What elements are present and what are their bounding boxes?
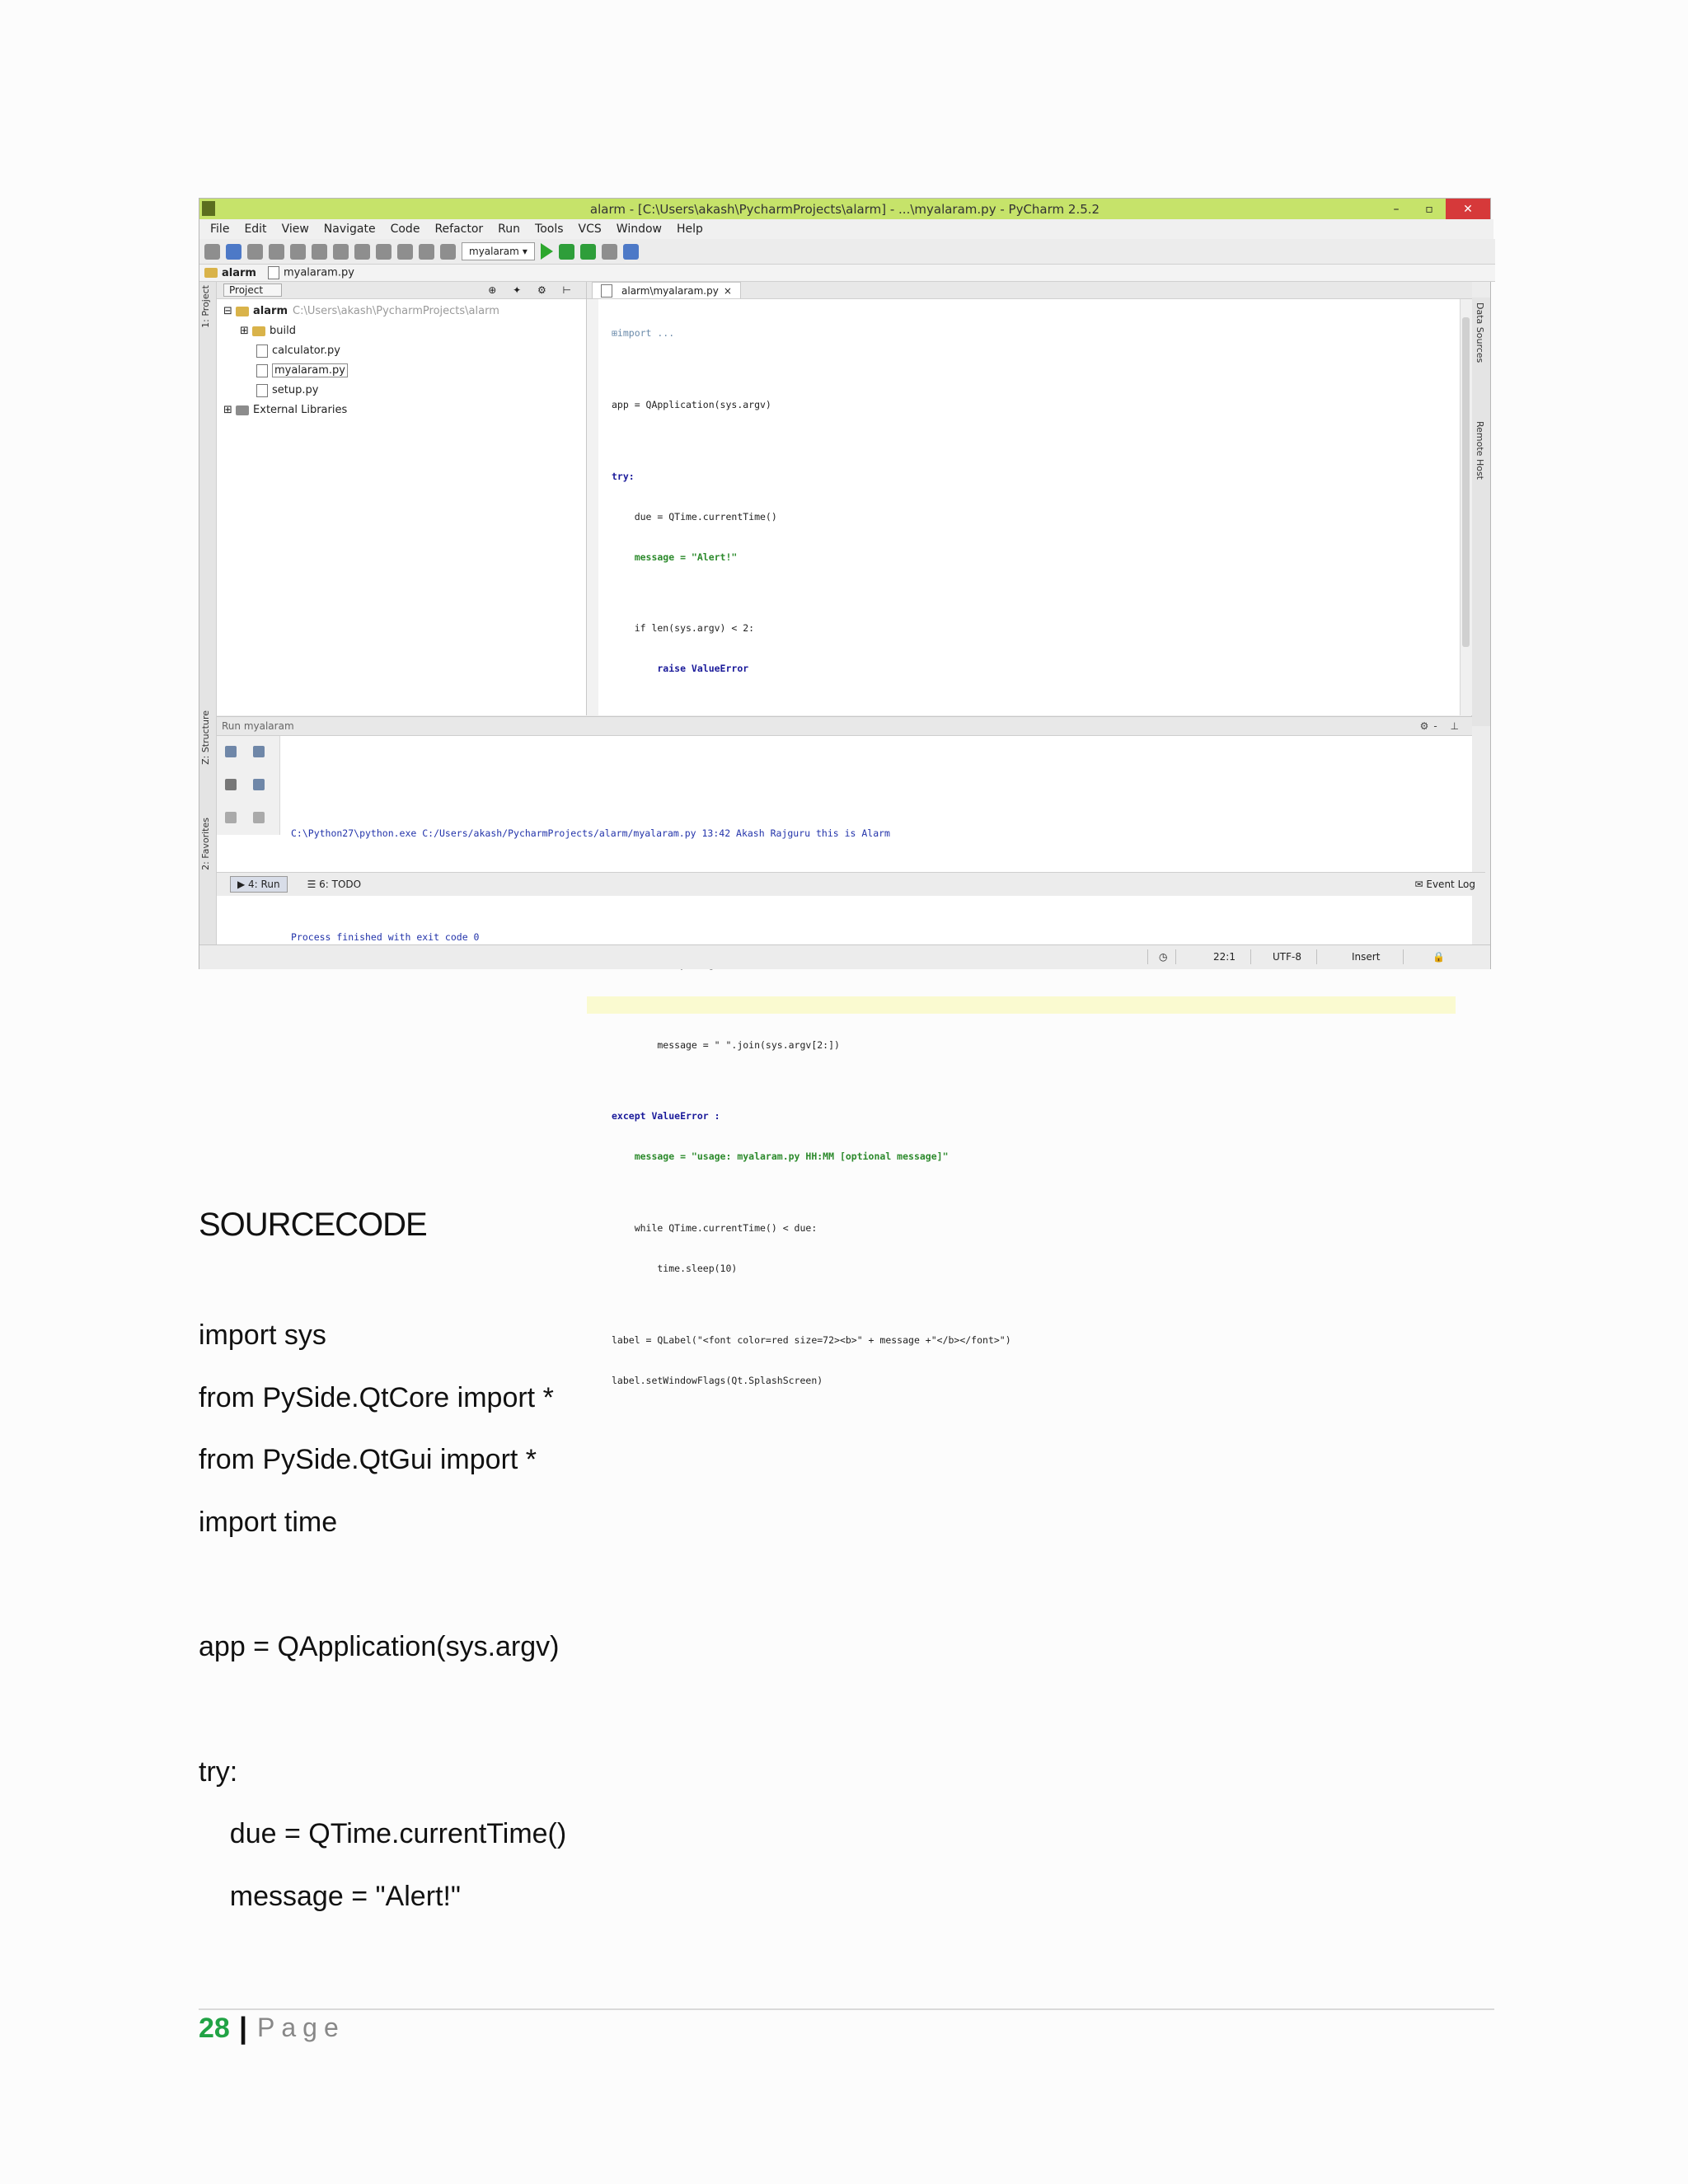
status-bar (199, 944, 1490, 969)
menu-bar (199, 219, 1493, 239)
close-button[interactable]: ✕ (1446, 199, 1490, 219)
chevron-down-icon: ▾ (522, 246, 528, 257)
window-controls (1380, 199, 1490, 219)
page-separator: | (239, 2011, 248, 2045)
code-line: label.setWindowFlags(Qt.SplashScreen) (612, 1374, 823, 1386)
python-file-icon (256, 344, 268, 358)
run-icon[interactable] (541, 243, 553, 260)
python-file-icon (256, 384, 268, 397)
menu-refactor[interactable]: Refactor (434, 223, 484, 236)
code-line: due = QTime.currentTime() (612, 510, 777, 523)
code-line: raise ValueError (612, 663, 749, 675)
code-line: while QTime.currentTime() < due: (612, 1222, 818, 1235)
code-line: app = QApplication(sys.argv) (612, 398, 771, 410)
library-icon (236, 405, 249, 415)
page-number: 28 (199, 2013, 230, 2044)
pycharm-logo-icon (202, 201, 215, 216)
maximize-button[interactable]: ▫ (1425, 202, 1433, 216)
status-encoding[interactable]: UTF-8 (1273, 951, 1301, 963)
menu-file[interactable]: File (210, 223, 230, 236)
main-toolbar (199, 239, 1495, 265)
stop-icon[interactable] (225, 779, 237, 790)
menu-view[interactable]: View (281, 223, 309, 236)
section-heading: SOURCECODE (199, 1207, 427, 1243)
project-panel-controls[interactable]: ⊕ ✦ ⚙ ⊢ (488, 284, 578, 296)
tree-item-external-libraries[interactable]: ⊞ External Libraries (223, 404, 348, 416)
collapse-icon[interactable] (253, 812, 265, 823)
status-clock-icon: ◷ (1159, 951, 1168, 963)
folder-icon (204, 268, 218, 278)
bottom-tool-tabs (217, 872, 1485, 896)
close-tab-icon[interactable]: × (723, 284, 732, 297)
editor-gutter (587, 299, 598, 715)
source-line: import sys (199, 1319, 326, 1351)
tree-item-myalaram[interactable]: myalaram.py (217, 361, 586, 381)
source-line: app = QApplication(sys.argv) (199, 1631, 560, 1662)
breadcrumb-file[interactable]: myalaram.py (268, 266, 354, 279)
scroll-down-icon[interactable] (253, 779, 265, 790)
menu-navigate[interactable]: Navigate (323, 223, 376, 236)
status-caret-position[interactable]: 22:1 (1213, 951, 1236, 963)
code-line: message = "usage: myalaram.py HH:MM [optional message]" (612, 1151, 949, 1163)
source-line: import time (199, 1507, 338, 1538)
tab-event-log[interactable]: ✉ Event Log (1414, 879, 1475, 890)
cut-icon[interactable] (312, 244, 327, 260)
paste-icon[interactable] (354, 244, 370, 260)
code-line: message = "Alert!" (612, 551, 738, 563)
editor-tab-myalaram[interactable]: alarm\myalaram.py × (592, 282, 741, 298)
source-line: from PySide.QtGui import * (199, 1444, 537, 1475)
console-exit-message: Process finished with exit code 0 (291, 931, 480, 943)
source-line: try: (199, 1756, 238, 1788)
breadcrumb (199, 265, 1495, 282)
run-panel (217, 716, 1475, 950)
menu-run[interactable]: Run (498, 223, 521, 236)
editor-tabs (587, 282, 1472, 299)
run-config-label: myalaram (469, 246, 519, 257)
run-panel-header (217, 717, 1472, 736)
save-icon[interactable] (226, 244, 241, 260)
expand-icon[interactable] (225, 812, 237, 823)
source-line: from PySide.QtCore import * (199, 1382, 554, 1413)
project-view-select[interactable]: Project (223, 284, 282, 297)
tool-tab-structure[interactable]: Z: Structure (200, 710, 211, 765)
scroll-up-icon[interactable] (253, 746, 265, 757)
console-command: C:\Python27\python.exe C:/Users/akash/PycharmProjects/alarm/myalaram.py 13:42 Akash Rajguru this is Alarm (291, 827, 890, 839)
tool-tab-data-sources[interactable]: Data Sources (1475, 302, 1485, 363)
debug-icon[interactable] (559, 244, 574, 260)
tree-item-calculator[interactable]: calculator.py (217, 341, 586, 361)
folder-icon (252, 326, 265, 336)
run-panel-controls[interactable]: ⚙- ⊥ (1419, 720, 1464, 732)
page-label: Page (257, 2013, 345, 2042)
status-lock-icon[interactable]: 🔒 (1432, 951, 1445, 963)
code-line: label = QLabel("<font color=red size=72><b>" + message +"</b></font>") (612, 1334, 1011, 1347)
folder-icon (236, 307, 249, 316)
tool-tab-favorites[interactable]: 2: Favorites (200, 818, 211, 870)
tree-item-setup[interactable]: setup.py (217, 381, 586, 401)
breadcrumb-project[interactable]: alarm (204, 267, 256, 279)
tool-tab-remote-host[interactable]: Remote Host (1475, 421, 1485, 480)
undo-icon[interactable] (269, 244, 284, 260)
forward-icon[interactable] (440, 244, 456, 260)
tab-todo[interactable]: ☰ 6: TODO (307, 879, 362, 890)
source-line: message = "Alert!" (199, 1881, 461, 1912)
menu-code[interactable]: Code (390, 223, 420, 236)
menu-help[interactable]: Help (676, 223, 703, 236)
scrollbar-thumb[interactable] (1462, 317, 1470, 647)
run-toolbar (217, 736, 280, 835)
source-line: due = QTime.currentTime() (199, 1818, 567, 1849)
left-tool-strip (199, 282, 217, 949)
editor-scrollbar[interactable] (1460, 299, 1472, 715)
code-line: except ValueError : (612, 1110, 720, 1122)
minimize-button[interactable]: – (1393, 202, 1400, 216)
replace-icon[interactable] (397, 244, 413, 260)
status-insert-mode[interactable]: Insert (1352, 951, 1381, 963)
tab-run[interactable]: ▶ 4: Run (230, 876, 288, 893)
project-panel-header (217, 282, 586, 299)
menu-edit[interactable]: Edit (244, 223, 267, 236)
help-icon[interactable] (623, 244, 639, 260)
settings-icon[interactable] (602, 244, 617, 260)
window-title: alarm - [C:\Users\akash\PycharmProjects\alarm] - ...\myalaram.py - PyCharm 2.5.2 (589, 201, 1100, 217)
code-line: time.sleep(10) (612, 1263, 738, 1275)
right-tool-strip (1471, 298, 1490, 726)
tree-item-alarm[interactable]: ⊟ alarm C:\Users\akash\PycharmProjects\alarm (223, 305, 499, 317)
rerun-icon[interactable] (225, 746, 237, 757)
project-panel (217, 282, 587, 715)
menu-vcs[interactable]: VCS (578, 223, 602, 236)
tool-tab-project[interactable]: 1: Project (200, 285, 211, 328)
redo-icon[interactable] (290, 244, 306, 260)
python-file-icon (268, 266, 279, 279)
code-line: if len(sys.argv) < 2: (612, 622, 755, 635)
window-titlebar (199, 199, 1490, 219)
copy-icon[interactable] (333, 244, 349, 260)
run-configuration-select[interactable] (462, 242, 535, 260)
open-icon[interactable] (204, 244, 220, 260)
footer-divider (199, 2008, 1494, 2010)
sync-icon[interactable] (247, 244, 263, 260)
python-file-icon (256, 364, 268, 377)
python-file-icon (601, 284, 612, 298)
find-icon[interactable] (376, 244, 392, 260)
back-icon[interactable] (419, 244, 434, 260)
project-tree (217, 299, 586, 420)
run-panel-title: Run myalaram (222, 720, 294, 732)
code-line: message = " ".join(sys.argv[2:]) (612, 1038, 840, 1051)
tree-item-build[interactable]: ⊞ build (240, 325, 296, 337)
menu-tools[interactable]: Tools (535, 223, 564, 236)
code-line: ⊞import ... (612, 327, 675, 339)
coverage-icon[interactable] (580, 244, 596, 260)
menu-window[interactable]: Window (616, 223, 662, 236)
code-line: try: (612, 470, 635, 482)
